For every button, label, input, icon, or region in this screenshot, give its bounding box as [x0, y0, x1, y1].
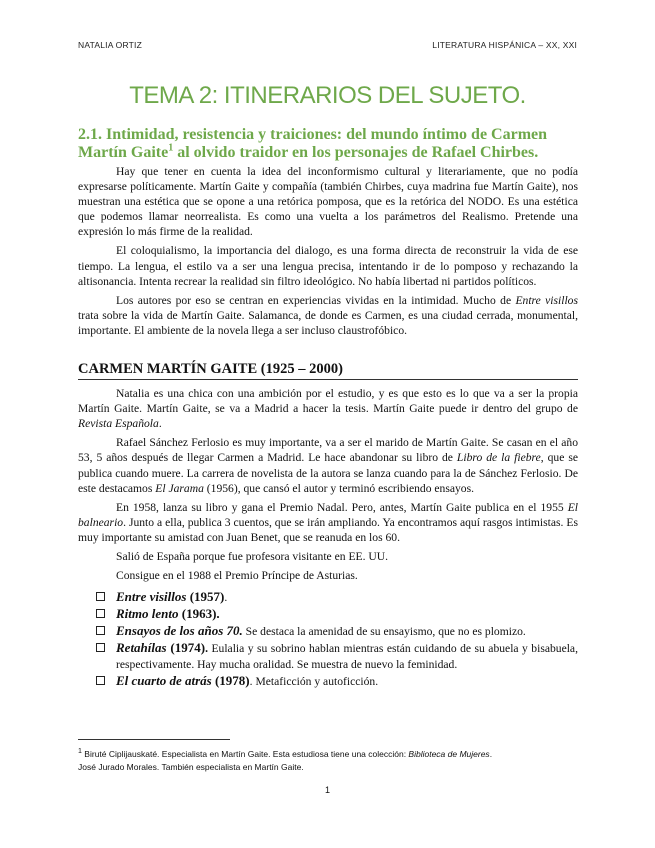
book-title-italic: Entre visillos — [515, 293, 578, 307]
book-year: (1978) — [211, 672, 250, 688]
checkbox-bullet-icon — [96, 643, 105, 652]
paragraph-ferlosio — [78, 435, 578, 495]
bibliography-list — [78, 589, 578, 689]
book-title: Retahílas — [116, 640, 167, 656]
text-run: Rafael Sánchez Ferlosio es muy importante, va a ser el marido de Martín Gaite. Se casan en el año 53, 5 años después de llegar Carmen a Madrid. Le hace abandonar su libro de — [78, 436, 578, 465]
text-run: Biruté Ciplijauskaté. Especialista en Martín Gaite. Esta estudiosa tiene una colección: — [81, 748, 409, 759]
footnote-line-1 — [78, 745, 578, 761]
book-title-italic: El balneario — [78, 500, 578, 529]
list-item — [78, 640, 578, 671]
text-run: En 1958, lanza su libro y gana el Premio Nadal. Pero, antes, Martín Gaite publica en el 1955 — [116, 500, 568, 514]
book-description: Se destaca la amenidad de su ensayismo, que no es plomizo. — [242, 625, 526, 639]
book-description: Eulalia y su sobrino hablan mientras están cuidando de su abuela y bisabuela, respectivamente. Hay mucha oralidad. Se muestra de nuevo la feminidad. — [116, 642, 578, 671]
text-run: , que se publica cuando muere. La carrera de novelista de la autora se lanza cuando para la de Sánchez Ferlosio. De este destacamos — [78, 451, 579, 495]
checkbox-bullet-icon — [96, 592, 105, 601]
collection-title-italic: Biblioteca de Mujeres — [408, 748, 490, 759]
header-author: NATALIA ORTIZ — [78, 40, 143, 50]
book-year: (1957) — [186, 589, 225, 605]
paragraph-intimidad — [78, 293, 578, 338]
book-title-italic: El Jarama — [155, 481, 204, 495]
checkbox-bullet-icon — [96, 676, 105, 685]
paragraph-eeuu: Salió de España porque fue profesora visitante en EE. UU. — [116, 549, 389, 563]
list-item — [78, 589, 578, 605]
footnote-reference[interactable]: 1 — [168, 142, 174, 154]
book-title: Ensayos de los años 70. — [116, 623, 243, 639]
book-description: Metaficción y autoficción. — [252, 674, 379, 688]
page-title: TEMA 2: ITINERARIOS DEL SUJETO. — [129, 82, 526, 109]
text-run: . — [249, 674, 253, 688]
heading-part-a: 2.1. Intimidad, resistencia y traiciones: del mundo íntimo de Carmen Martín Gaite — [78, 126, 548, 161]
text-run: . — [205, 642, 208, 656]
text-run: . Junto a ella, publica 3 cuentos, que se irán ampliando. Ya encontramos aquí rasgos intimistas. Es muy importante su amistad con Juan Benet, que se reanuda en los 60. — [78, 515, 578, 544]
text-run: . — [224, 591, 228, 605]
section-heading-2-1 — [78, 126, 578, 162]
paragraph-inconformismo: Hay que tener en cuenta la idea del inconformismo cultural y literariamente, que no podía expresarse políticamente. Martín Gaite y compañía (también Chirbes, cuya madrina fue Martín Gaite), nos muestran una estética que se opone a una retórica pomposa, que es la retórica del NODO. Es una estética que podemos llamar neorrealista. Es como una vuelta a los parámetros del Realismo. Pretende una expresión lo más firme de la realidad. — [78, 165, 578, 239]
paragraph-nadal — [78, 500, 578, 545]
footnote-mark: 1 — [78, 747, 82, 755]
paragraph-natalia — [78, 386, 578, 431]
paragraph-coloquialismo: El coloquialismo, la importancia del dialogo, es una forma directa de reconstruir la vida de ese tiempo. La lengua, el estilo va a ser una lengua precisa, intentando ir de lo pomposo y rechazando la altisonancia. Intenta recrear la realidad sin filtro ideológico. No había libertad ni partidos políticos. — [78, 244, 578, 288]
book-title: El cuarto de atrás — [116, 672, 212, 688]
text-run: Natalia es una chica con una ambición por el estudio, y es que esto es lo que va a ser la propia Martín Gaite. Martín Gaite, se va a Madrid a hacer la tesis. Martín Gaite puede ir dentro del grupo de — [78, 387, 578, 416]
text-run: trata sobre la vida de Martín Gaite. Salamanca, de donde es Carmen, es una ciudad cerrada, monumental, importante. El ambiente de la novela llega a ser incluso claustrofóbico. — [78, 308, 578, 337]
list-item — [78, 623, 578, 639]
list-item — [78, 673, 578, 689]
heading-part-b: al olvido traidor en los personajes de Rafael Chirbes. — [173, 144, 539, 161]
book-year: (1974) — [166, 640, 206, 656]
book-year: (1963). — [178, 606, 220, 622]
text-run: . — [158, 417, 162, 431]
footnote — [78, 745, 578, 774]
header-course: LITERATURA HISPÁNICA – XX, XXI — [432, 40, 577, 50]
book-title: Ritmo lento — [116, 606, 179, 622]
book-title-italic: Libro de la fiebre — [456, 451, 541, 465]
document-body — [78, 126, 578, 690]
journal-title-italic: Revista Española — [78, 417, 159, 431]
checkbox-bullet-icon — [96, 626, 105, 635]
paragraph-asturias: Consigue en el 1988 el Premio Príncipe de Asturias. — [116, 569, 358, 583]
text-run: . — [489, 748, 493, 759]
text-run: Los autores por eso se centran en experiencias vividas en la intimidad. Mucho de — [116, 293, 516, 307]
book-title: Entre visillos — [116, 589, 187, 605]
checkbox-bullet-icon — [96, 609, 105, 618]
footnote-line-2: José Jurado Morales. También especialista en Martín Gaite. — [78, 761, 304, 772]
page-number: 1 — [324, 785, 330, 795]
text-run: (1956), que cansó el autor y terminó escribiendo ensayos. — [203, 481, 475, 495]
footnote-divider — [78, 739, 230, 740]
section-heading-carmen: CARMEN MARTÍN GAITE (1925 – 2000) — [78, 360, 578, 380]
list-item — [78, 606, 578, 622]
